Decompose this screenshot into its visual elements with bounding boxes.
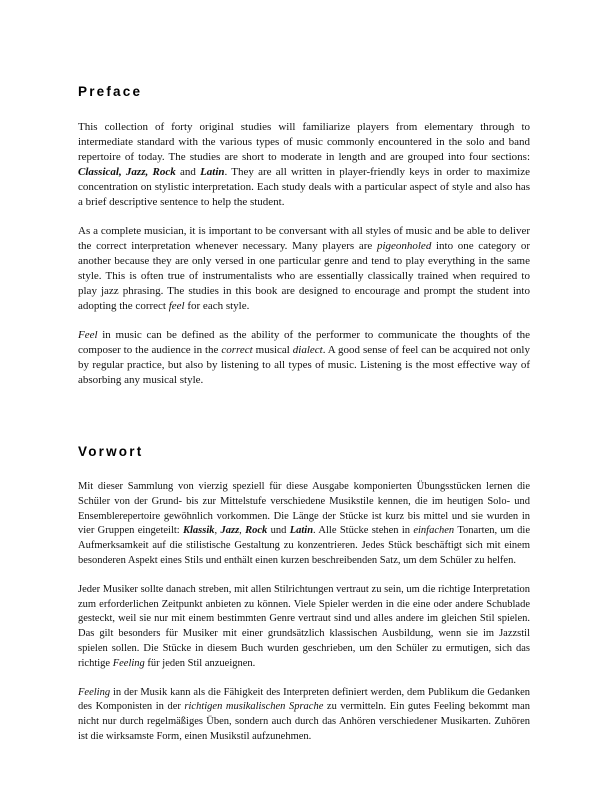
vorwort-heading: Vorwort xyxy=(78,444,144,459)
preface-paragraph-3: Feel in music can be defined as the ability of the performer to communicate the thoughts of the composer to the audience in the correct musical dialect. A good sense of feel can be acquired not only by regular practice, but also by listening to all types of music. Listening is the most effective way of absorbing any musical style. xyxy=(78,329,530,386)
preface-paragraph-2: As a complete musician, it is important to be conversant with all styles of music and be able to deliver the correct interpretation whenever necessary. Many players are pigeonholed into one category or another because they are only versed in one particular genre and tend to play everything in the same style. This is often true of instrumentalists who are essentially classically trained when required to play jazz phrasing. The studies in this book are designed to encourage and prompt the student into adopting the correct feel for each style. xyxy=(78,225,531,312)
vorwort-paragraph-3: Feeling in der Musik kann als die Fähigkeit des Interpreten definiert werden, dem Publikum die Gedanken des Komponisten in der richtigen musikalischen Sprache zu vermitteln. Ein gutes Feeling bekommt man nicht nur durch regelmäßiges Üben, sondern auch durch das Anhören verschiedener Musikarten. Zuhören ist die wirksamste Form, einen Musikstil aufzunehmen. xyxy=(78,686,530,742)
preface-paragraph-1: This collection of forty original studies will familiarize players from elementary through to intermediate standard with the various types of music commonly encountered in the solo and band repertoire of today. The studies are short to moderate in length and are grouped into four sections: Classical, Jazz, Rock and Latin. They are all written in player-friendly keys in order to maximize concentration on stylistic interpretation. Each study deals with a particular aspect of style and also has a brief descriptive sentence to help the student. xyxy=(78,121,530,208)
vorwort-paragraph-2: Jeder Musiker sollte danach streben, mit allen Stilrichtungen vertraut zu sein, um die richtige Interpretation zum erforderlichen Zeitpunkt anbieten zu können. Viele Spieler werden in die eine oder andere Schublade gesteckt, weil sie nur mit einem bestimmten Genre vertraut sind und alles andere im gleichen Stil spielen. Das gilt besonders für Musiker mit einer grundsätzlich klassischen Ausbildung, wenn sie im Jazzstil spielen sollen. Die Stücke in diesem Buch wurden geschrieben, um den Schüler zu ermutigen, sich das richtige Feeling für jeden Stil anzueignen. xyxy=(78,583,530,669)
preface-heading: Preface xyxy=(78,84,143,99)
vorwort-section xyxy=(78,444,530,745)
preface-section xyxy=(78,84,530,388)
vorwort-paragraph-1: Mit dieser Sammlung von vierzig speziell für diese Ausgabe komponierten Übungsstücken lernen die Schüler von der Grund- bis zur Mittelstufe verschiedene Musikstile kennen, die im heutigen Solo- und Ensemblerepertoire gewöhnlich vorkommen. Die Länge der Stücke ist kurz bis mittel und sie wurden in vier Gruppen eingeteilt: Klassik, Jazz, Rock und Latin. Alle Stücke stehen in einfachen Tonarten, um die Aufmerksamkeit auf die stilistische Gestaltung zu konzentrieren. Jedes Stück beschäftigt sich mit einem besonderen Aspekt eines Stils und enthält einen kurzen beschreibenden Satz, um dem Schüler zu helfen. xyxy=(78,481,530,566)
